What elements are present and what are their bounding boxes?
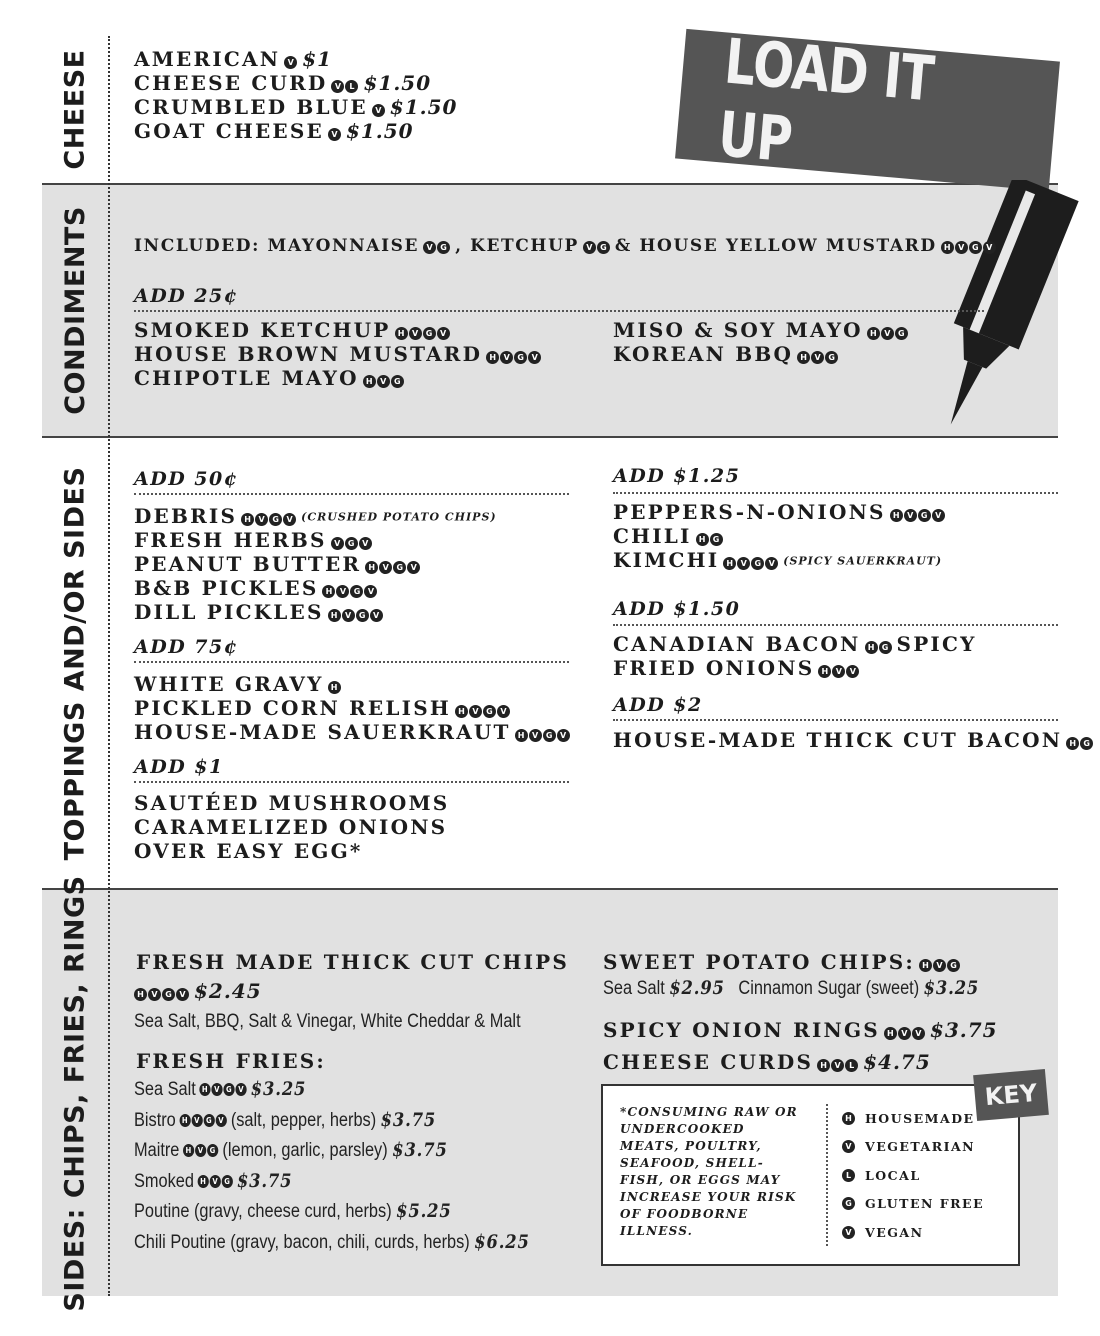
canadian-bacon-item: CANADIAN BACON H G SPICY xyxy=(613,632,977,656)
badge-v-icon: V xyxy=(255,513,268,526)
badge-h-icon: H xyxy=(363,375,376,388)
badge-h-icon: H xyxy=(797,351,810,364)
menu-item: HOUSE-MADE SAUERKRAUT H V G V xyxy=(134,720,575,746)
badge-group xyxy=(328,121,342,145)
menu-item: HOUSE BROWN MUSTARD H V G V xyxy=(134,342,546,368)
item-note: (CRUSHED POTATO CHIPS) xyxy=(301,510,497,524)
badge-v-icon: V xyxy=(933,959,946,972)
badge-group xyxy=(199,1079,247,1101)
add-75-heading: ADD 75¢ xyxy=(134,636,239,658)
section-label-sides: SIDES: CHIPS, FRIES, RINGS xyxy=(59,874,91,1312)
badge-g-icon: G xyxy=(221,1175,232,1188)
badge-v-icon: V xyxy=(832,665,845,678)
badge-group xyxy=(865,634,893,658)
badge-g-icon: G xyxy=(391,375,404,388)
badge-g-icon: G xyxy=(842,1197,855,1210)
badge-group xyxy=(867,320,909,344)
badge-v-icon: V xyxy=(557,729,570,742)
badge-h-icon: H xyxy=(941,241,954,254)
badge-group xyxy=(372,97,386,121)
badge-h-icon: H xyxy=(919,959,932,972)
badge-v-icon: V xyxy=(342,609,355,622)
badge-h-icon: H xyxy=(395,327,408,340)
badge-g-icon: G xyxy=(918,509,931,522)
badge-group xyxy=(395,320,451,344)
add-150-heading: ADD $1.50 xyxy=(613,598,741,620)
badge-group xyxy=(363,368,405,392)
key-item: L LOCAL xyxy=(842,1161,984,1190)
badge-v-icon: V xyxy=(846,665,859,678)
badge-g-icon: G xyxy=(879,641,892,654)
item-price: $1.50 xyxy=(363,71,432,95)
badge-g-icon: G xyxy=(1080,737,1093,750)
badge-group xyxy=(183,1140,219,1162)
badge-group xyxy=(241,506,297,530)
badge-h-icon: H xyxy=(179,1114,190,1127)
badge-g-icon: G xyxy=(543,729,556,742)
badge-h-icon: H xyxy=(197,1175,208,1188)
badge-g-icon: G xyxy=(483,705,496,718)
badge-v-icon: V xyxy=(283,513,296,526)
badge-l-icon: L xyxy=(842,1169,855,1182)
dotted-rule xyxy=(613,492,1058,494)
badge-v-icon: V xyxy=(423,241,436,254)
badge-v-icon: V xyxy=(377,375,390,388)
badge-v-icon: V xyxy=(842,1140,855,1153)
fries-title: FRESH FRIES: xyxy=(136,1049,327,1073)
menu-item: B&B PICKLES H V G V xyxy=(134,576,382,602)
badge-group xyxy=(365,554,421,578)
dotted-rule xyxy=(613,624,1058,626)
dotted-rule xyxy=(134,781,569,783)
badge-h-icon: H xyxy=(817,1059,830,1072)
menu-item: SMOKED KETCHUP H V G V xyxy=(134,318,455,344)
menu-item: CHEESE CURD V L $1.50 xyxy=(134,71,432,95)
badge-group xyxy=(331,73,359,97)
badge-group xyxy=(696,526,724,550)
badge-l-icon: L xyxy=(345,80,358,93)
badge-v-icon: V xyxy=(500,351,513,364)
menu-item: OVER EASY EGG* xyxy=(134,839,363,863)
badge-group xyxy=(919,952,961,976)
badge-v-icon: V xyxy=(336,585,349,598)
menu-item: CARAMELIZED ONIONS xyxy=(134,815,448,839)
badge-v-icon: V xyxy=(211,1083,222,1096)
menu-item: WHITE GRAVY H xyxy=(134,672,346,698)
badge-v-icon: V xyxy=(469,705,482,718)
badge-v-icon: V xyxy=(497,705,510,718)
badge-group xyxy=(284,49,298,73)
badge-group xyxy=(331,530,373,554)
badge-v-icon: V xyxy=(235,1083,246,1096)
menu-item: PEANUT BUTTER H V G V xyxy=(134,552,425,578)
badge-group xyxy=(723,550,779,574)
key-tag: KEY xyxy=(973,1069,1049,1121)
badge-v-icon: V xyxy=(191,1114,202,1127)
badge-h-icon: H xyxy=(818,665,831,678)
badge-g-icon: G xyxy=(162,988,175,1001)
badge-group xyxy=(322,578,378,602)
badge-h-icon: H xyxy=(696,533,709,546)
badge-g-icon: G xyxy=(223,1083,234,1096)
raw-food-warning: *CONSUMING RAW OR UNDERCOOKED MEATS, POULTRY, SEAFOOD, SHELL-FISH, OR EGGS MAY INCREASE YOUR RISK OF FOODBORNE ILLNESS. xyxy=(620,1105,798,1238)
badge-v-icon: V xyxy=(215,1114,226,1127)
chips-price-line: H V G V $2.45 xyxy=(134,979,262,1005)
divider xyxy=(42,436,1058,438)
chips-flavors: Sea Salt, BBQ, Salt & Vinegar, White Cheddar & Malt xyxy=(134,1011,521,1032)
badge-g-icon: G xyxy=(393,561,406,574)
fries-item: Maitre H V G (lemon, garlic, parsley) $3.75 xyxy=(134,1139,448,1161)
sweet-potato-flavors: Sea Salt $2.95 Cinnamon Sugar (sweet) $3.25 xyxy=(603,977,980,999)
badge-g-icon: G xyxy=(825,351,838,364)
badge-h-icon: H xyxy=(884,1027,897,1040)
badge-v-icon: V xyxy=(331,80,344,93)
badge-group xyxy=(455,698,511,722)
badge-h-icon: H xyxy=(842,1112,855,1125)
badge-v-icon: V xyxy=(328,128,341,141)
badge-v-icon: V xyxy=(407,561,420,574)
badge-v-icon: V xyxy=(176,988,189,1001)
menu-item: CHIPOTLE MAYO H V G xyxy=(134,366,409,392)
badge-v-icon: V xyxy=(379,561,392,574)
badge-group xyxy=(1066,730,1094,754)
badge-group xyxy=(515,722,571,746)
badge-group xyxy=(179,1109,227,1131)
menu-item: CRUMBLED BLUE V $1.50 xyxy=(134,95,458,119)
badge-g-icon: G xyxy=(207,1144,218,1157)
badge-v-icon: V xyxy=(983,241,996,254)
badge-h-icon: H xyxy=(322,585,335,598)
badge-v-icon: V xyxy=(765,557,778,570)
badge-v-icon: V xyxy=(409,327,422,340)
add-2-heading: ADD $2 xyxy=(613,694,703,716)
divider xyxy=(42,888,1058,890)
badge-v-icon: V xyxy=(364,585,377,598)
badge-group xyxy=(423,235,451,259)
add-125-heading: ADD $1.25 xyxy=(613,465,741,487)
badge-group xyxy=(197,1170,233,1192)
badge-g-icon: G xyxy=(345,537,358,550)
badge-g-icon: G xyxy=(597,241,610,254)
badge-v-icon: V xyxy=(737,557,750,570)
badge-v-icon: V xyxy=(209,1175,220,1188)
badge-group xyxy=(818,658,860,682)
badge-g-icon: G xyxy=(269,513,282,526)
cheese-curds-item: CHEESE CURDS H V L $4.75 xyxy=(603,1050,931,1074)
badge-g-icon: G xyxy=(350,585,363,598)
chips-title: FRESH MADE THICK CUT CHIPS xyxy=(136,950,570,974)
badge-group xyxy=(583,235,611,259)
badge-g-icon: G xyxy=(751,557,764,570)
badge-g-icon: G xyxy=(356,609,369,622)
badge-v-icon: V xyxy=(583,241,596,254)
badge-v-icon: V xyxy=(437,327,450,340)
badge-v-icon: V xyxy=(529,729,542,742)
badge-h-icon: H xyxy=(134,988,147,1001)
menu-item: PEPPERS-N-ONIONS H V G V xyxy=(613,500,950,526)
item-note: (SPICY SAUERKRAUT) xyxy=(783,554,943,568)
badge-g-icon: G xyxy=(437,241,450,254)
badge-v-icon: V xyxy=(370,609,383,622)
badge-h-icon: H xyxy=(1066,737,1079,750)
key-legend xyxy=(826,1104,984,1246)
fries-item: Poutine (gravy, cheese curd, herbs) $5.25 xyxy=(134,1200,452,1222)
badge-v-icon: V xyxy=(912,1027,925,1040)
item-price: $1 xyxy=(302,47,333,71)
menu-item: FRESH HERBS V G V xyxy=(134,528,377,554)
badge-group xyxy=(890,502,946,526)
badge-group xyxy=(884,1020,926,1044)
badge-v-icon: V xyxy=(881,327,894,340)
badge-group xyxy=(797,344,839,368)
key-item: G GLUTEN FREE xyxy=(842,1190,984,1219)
fries-item: Chili Poutine (gravy, bacon, chili, curds, herbs) $6.25 xyxy=(134,1230,530,1253)
badge-h-icon: H xyxy=(723,557,736,570)
badge-h-icon: H xyxy=(328,681,341,694)
badge-h-icon: H xyxy=(199,1083,210,1096)
onion-rings-item: SPICY ONION RINGS H V V $3.75 xyxy=(603,1018,998,1042)
badge-group xyxy=(941,235,997,259)
key-item: H HOUSEMADE xyxy=(842,1104,984,1133)
item-price: $1.50 xyxy=(345,119,414,143)
badge-v-icon: V xyxy=(359,537,372,550)
badge-v-icon: V xyxy=(842,1226,855,1239)
sweet-potato-title: SWEET POTATO CHIPS: H V G xyxy=(603,950,965,976)
badge-v-icon: V xyxy=(284,56,297,69)
badge-g-icon: G xyxy=(514,351,527,364)
badge-v-icon: V xyxy=(148,988,161,1001)
badge-g-icon: G xyxy=(969,241,982,254)
fries-item: Bistro H V G V (salt, pepper, herbs) $3.75 xyxy=(134,1108,437,1131)
badge-v-icon: V xyxy=(932,509,945,522)
badge-v-icon: V xyxy=(195,1144,206,1157)
condiments-included: INCLUDED: MAYONNAISE V G , KETCHUP V G & HOUSE YELLOW MUSTARD H V G V xyxy=(134,234,1001,259)
fries-item: Smoked H V G $3.75 xyxy=(134,1169,293,1192)
badge-g-icon: G xyxy=(203,1114,214,1127)
dotted-rule xyxy=(613,719,1058,721)
badge-h-icon: H xyxy=(486,351,499,364)
menu-item: CHILI H G xyxy=(613,524,728,550)
menu-item: PICKLED CORN RELISH H V G V xyxy=(134,696,515,722)
fries-item: Sea Salt H V G V $3.25 xyxy=(134,1078,307,1100)
add-25-heading: ADD 25¢ xyxy=(134,285,239,307)
menu-item: GOAT CHEESE V $1.50 xyxy=(134,119,414,143)
section-label-toppings: TOPPINGS AND/OR SIDES xyxy=(59,466,91,860)
badge-h-icon: H xyxy=(365,561,378,574)
badge-g-icon: G xyxy=(947,959,960,972)
badge-group xyxy=(328,602,384,626)
badge-v-icon: V xyxy=(528,351,541,364)
badge-group xyxy=(134,981,190,1005)
add-1-heading: ADD $1 xyxy=(134,756,224,778)
item-price: $1.50 xyxy=(389,95,458,119)
badge-v-icon: V xyxy=(904,509,917,522)
add-50-heading: ADD 50¢ xyxy=(134,468,239,490)
badge-l-icon: L xyxy=(845,1059,858,1072)
menu-item: DILL PICKLES H V G V xyxy=(134,600,388,626)
badge-h-icon: H xyxy=(328,609,341,622)
menu-item: KOREAN BBQ H V G xyxy=(613,342,843,368)
menu-item: DEBRIS H V G V (CRUSHED POTATO CHIPS) xyxy=(134,504,497,528)
badge-v-icon: V xyxy=(898,1027,911,1040)
badge-h-icon: H xyxy=(865,641,878,654)
badge-g-icon: G xyxy=(423,327,436,340)
badge-h-icon: H xyxy=(183,1144,194,1157)
menu-item: AMERICAN V $1 xyxy=(134,47,333,71)
badge-v-icon: V xyxy=(331,537,344,550)
dotted-rule xyxy=(134,493,569,495)
thick-cut-bacon-item: HOUSE-MADE THICK CUT BACON H G xyxy=(613,728,1098,754)
load-it-up-banner: LOAD IT UP xyxy=(675,29,1060,191)
badge-v-icon: V xyxy=(831,1059,844,1072)
dotted-rule xyxy=(134,310,984,312)
badge-v-icon: V xyxy=(955,241,968,254)
badge-h-icon: H xyxy=(867,327,880,340)
badge-h-icon: H xyxy=(890,509,903,522)
menu-item: KIMCHI H V G V (SPICY SAUERKRAUT) xyxy=(613,548,943,572)
section-label-cheese: CHEESE xyxy=(59,49,91,170)
badge-group xyxy=(486,344,542,368)
fried-onions-item: FRIED ONIONS H V V xyxy=(613,656,864,682)
badge-h-icon: H xyxy=(515,729,528,742)
badge-h-icon: H xyxy=(241,513,254,526)
menu-item: SAUTÉED MUSHROOMS xyxy=(134,791,450,815)
badge-g-icon: G xyxy=(710,533,723,546)
badge-group xyxy=(817,1052,859,1076)
badge-g-icon: G xyxy=(895,327,908,340)
dotted-rule xyxy=(134,661,569,663)
menu-item: MISO & SOY MAYO H V G xyxy=(613,318,913,344)
badge-h-icon: H xyxy=(455,705,468,718)
section-label-condiments: CONDIMENTS xyxy=(59,206,91,415)
badge-group xyxy=(328,674,342,698)
key-item: V VEGETARIAN xyxy=(842,1133,984,1162)
key-item: V VEGAN xyxy=(842,1218,984,1247)
badge-v-icon: V xyxy=(372,104,385,117)
badge-v-icon: V xyxy=(811,351,824,364)
